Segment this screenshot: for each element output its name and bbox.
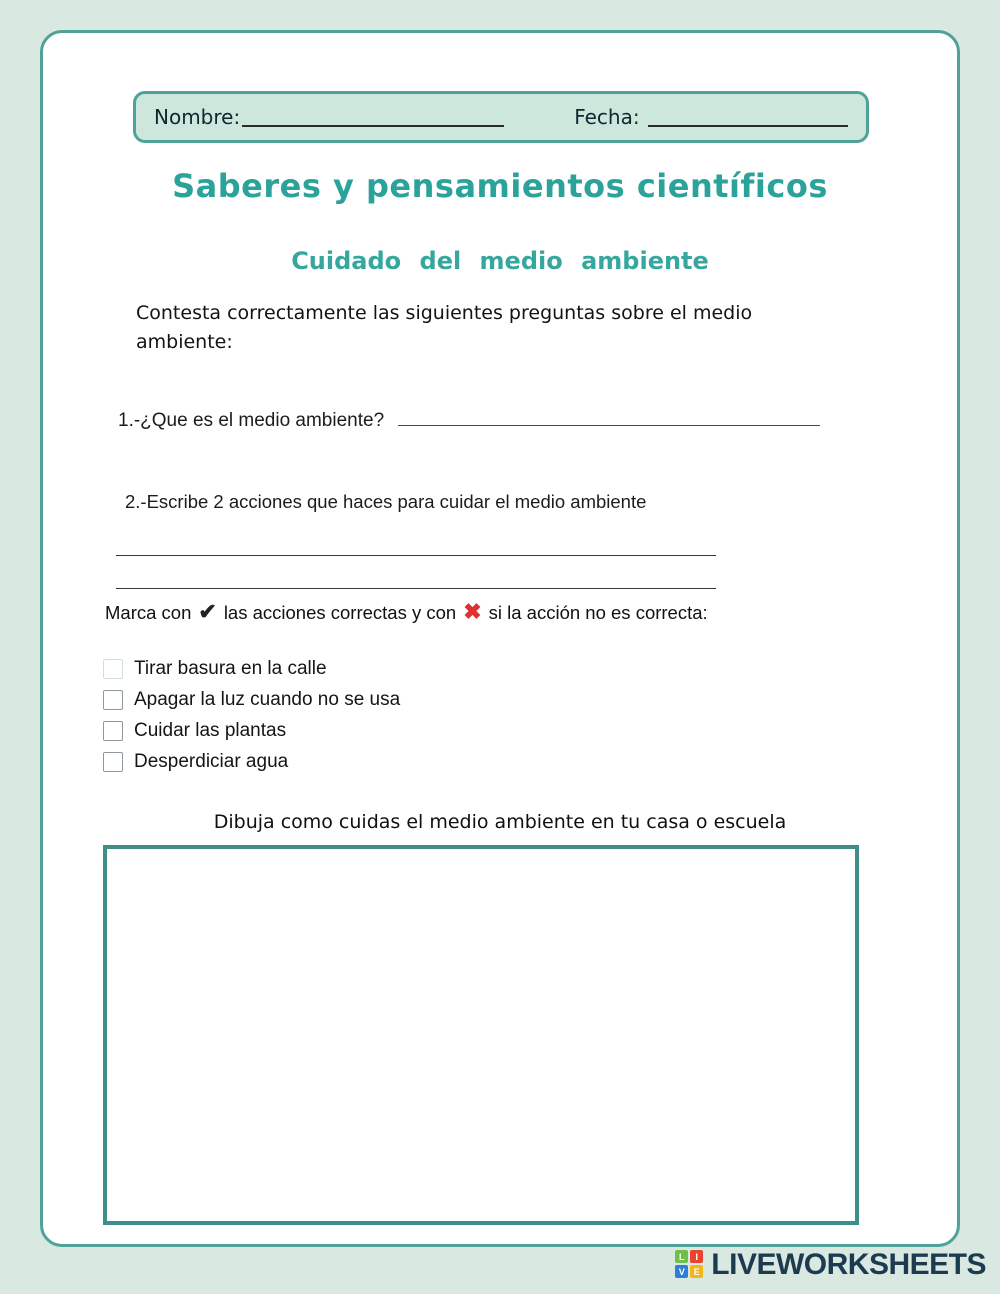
checkbox-cuidar-plantas[interactable] [103, 721, 123, 741]
checklist-label-2: Apagar la luz cuando no se usa [134, 689, 401, 710]
name-date-box [133, 91, 869, 143]
liveworksheets-logo [675, 1248, 986, 1282]
checklist-row-1 [103, 658, 400, 680]
mark-text-after: si la acción no es correcta: [488, 602, 708, 623]
draw-prompt: Dibuja como cuidas el medio ambiente en tu casa o escuela [213, 811, 787, 833]
name-label: Nombre: [154, 105, 241, 129]
cross-icon: ✖ [463, 599, 482, 624]
logo-cell-l: L [675, 1250, 688, 1263]
checklist-row-2 [103, 689, 400, 711]
checklist-row-3 [103, 720, 400, 742]
question-2-answer-line-2[interactable] [116, 588, 716, 589]
mark-text-before: Marca con [105, 602, 192, 623]
worksheet-card [40, 30, 960, 1247]
logo-cell-i: I [690, 1250, 703, 1263]
question-1-answer-line[interactable] [398, 408, 820, 426]
date-label: Fecha: [574, 105, 640, 129]
mark-text-between: las acciones correctas y con [223, 602, 457, 623]
question-2 [125, 491, 646, 513]
drawing-box[interactable] [103, 845, 859, 1225]
name-input-line[interactable] [242, 108, 504, 127]
mark-instruction [105, 599, 708, 625]
logo-cell-v: V [675, 1265, 688, 1278]
question-2-label: 2.-Escribe 2 acciones que haces para cuidar el medio ambiente [125, 491, 647, 512]
checkbox-apagar-luz[interactable] [103, 690, 123, 710]
checklist-label-1: Tirar basura en la calle [134, 658, 327, 679]
logo-cell-e: E [690, 1265, 703, 1278]
checkmark-icon: ✔ [198, 599, 217, 624]
checkbox-desperdiciar-agua[interactable] [103, 752, 123, 772]
instructions-text: Contesta correctamente las siguientes preguntas sobre el medio ambiente: [136, 302, 753, 354]
checkbox-tirar-basura[interactable] [103, 659, 123, 679]
action-checklist [103, 658, 400, 782]
checklist-label-4: Desperdiciar agua [134, 751, 289, 772]
liveworksheets-grid-icon [675, 1250, 705, 1280]
page-title: Saberes y pensamientos científicos [172, 167, 828, 205]
checklist-row-4 [103, 751, 400, 773]
checklist-label-3: Cuidar las plantas [134, 720, 287, 741]
brand-name: LIVEWORKSHEETS [711, 1248, 986, 1281]
question-1 [118, 408, 820, 432]
question-1-label: 1.-¿Que es el medio ambiente? [118, 410, 385, 432]
question-2-answer-line-1[interactable] [116, 555, 716, 556]
page-subtitle: Cuidado del medio ambiente [291, 247, 709, 275]
date-input-line[interactable] [648, 108, 848, 127]
